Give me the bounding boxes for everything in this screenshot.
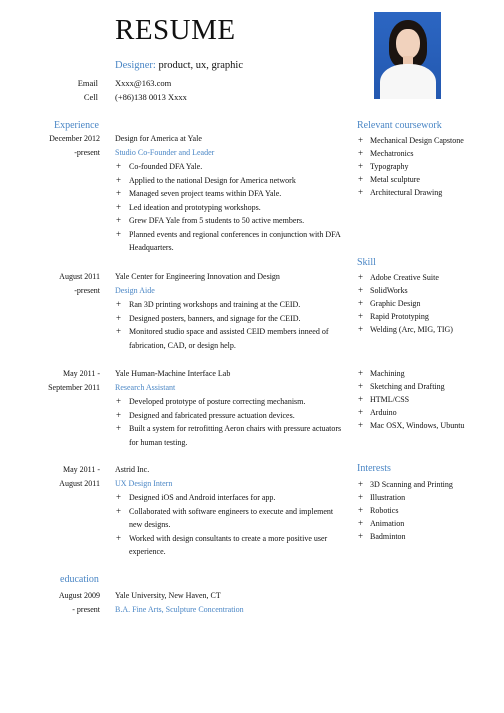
list-item: + Mechatronics	[357, 147, 502, 160]
list-item: + SolidWorks	[357, 284, 502, 297]
exp1-entry	[115, 132, 345, 255]
list-item: + Applied to the national Design for America network	[115, 174, 345, 188]
exp2-org: Yale Center for Engineering Innovation and Design	[115, 272, 280, 281]
education-heading: education	[60, 574, 99, 585]
list-item: + Managed seven project teams within DFA Yale.	[115, 187, 345, 201]
profile-photo	[374, 12, 441, 99]
exp1-date: December 2012 -present	[49, 134, 100, 157]
experience-heading: Experience	[54, 120, 99, 131]
list-item: + Metal sculpture	[357, 173, 502, 186]
list-item: + Robotics	[357, 504, 502, 517]
list-item: + Sketching and Drafting	[357, 380, 502, 393]
list-item: + Developed prototype of posture correcting mechanism.	[115, 395, 345, 409]
list-item: + Animation	[357, 517, 502, 530]
skill-list-2	[357, 367, 502, 432]
exp4-date: May 2011 - August 2011	[59, 465, 100, 488]
cell-value: (+86)138 0013 Xxxx	[115, 92, 187, 102]
email-label: Email	[77, 78, 98, 88]
list-item: + Ran 3D printing workshops and training at the CEID.	[115, 298, 345, 312]
cell-label: Cell	[83, 92, 98, 102]
skill-heading: Skill	[357, 257, 376, 268]
exp2-date: August 2011 -present	[59, 272, 100, 295]
list-item: + Welding (Arc, MIG, TIG)	[357, 323, 502, 336]
designer-value: product, ux, graphic	[158, 60, 244, 71]
list-item: + Mac OSX, Windows, Ubuntu	[357, 419, 502, 432]
exp1-org: Design for America at Yale	[115, 134, 202, 143]
designer-line	[115, 60, 243, 71]
list-item: + Built a system for retrofitting Aeron chairs with pressure actuators for human testing.	[115, 422, 345, 449]
list-item: + Arduino	[357, 406, 502, 419]
education-school: Yale University, New Haven, CT	[115, 591, 221, 600]
exp3-date: May 2011 - September 2011	[48, 369, 100, 392]
exp3-entry	[115, 367, 345, 449]
list-item: + Monitored studio space and assisted CEID members inneed of fabrication, CAD, or design help.	[115, 325, 345, 352]
list-item: + Badminton	[357, 530, 502, 543]
list-item: + Rapid Prototyping	[357, 310, 502, 323]
list-item: + Graphic Design	[357, 297, 502, 310]
interests-list	[357, 478, 502, 543]
exp1-role: Studio Co-Founder and Leader	[115, 148, 215, 157]
list-item: + Designed and fabricated pressure actuation devices.	[115, 409, 345, 423]
list-item: + Architectural Drawing	[357, 186, 502, 199]
coursework-heading: Relevant coursework	[357, 120, 442, 131]
list-item: + Machining	[357, 367, 502, 380]
list-item: + Grew DFA Yale from 5 students to 50 active members.	[115, 214, 345, 228]
exp4-role: UX Design Intern	[115, 479, 173, 488]
exp3-org: Yale Human-Machine Interface Lab	[115, 369, 231, 378]
interests-heading: Interests	[357, 463, 391, 474]
email-value[interactable]: Xxxx@163.com	[115, 78, 172, 88]
exp4-entry	[115, 463, 345, 559]
list-item: + Mechanical Design Capstone	[357, 134, 502, 147]
list-item: + Designed posters, banners, and signage for the CEID.	[115, 312, 345, 326]
list-item: + Typography	[357, 160, 502, 173]
education-entry	[115, 589, 345, 617]
list-item: + 3D Scanning and Printing	[357, 478, 502, 491]
exp3-role: Research Assistant	[115, 383, 176, 392]
list-item: + Adobe Creative Suite	[357, 271, 502, 284]
list-item: + Illustration	[357, 491, 502, 504]
skill-list-1	[357, 271, 502, 336]
education-date: August 2009 - present	[58, 591, 100, 614]
list-item: + Led ideation and prototyping workshops.	[115, 201, 345, 215]
list-item: + Co-founded DFA Yale.	[115, 160, 345, 174]
exp2-entry	[115, 270, 345, 352]
education-degree: B.A. Fine Arts, Sculpture Concentration	[115, 605, 244, 614]
list-item: + Planned events and regional conferences in conjunction with DFA Headquarters.	[115, 228, 345, 255]
resume-title: RESUME	[115, 14, 236, 46]
list-item: + Worked with design consultants to create a more positive user experience.	[115, 532, 345, 559]
list-item: + Collaborated with software engineers to execute and implement new designs.	[115, 505, 345, 532]
designer-label: Designer:	[115, 60, 156, 71]
exp4-org: Astrid Inc.	[115, 465, 150, 474]
list-item: + HTML/CSS	[357, 393, 502, 406]
coursework-list	[357, 134, 502, 199]
exp2-role: Design Aide	[115, 286, 155, 295]
list-item: + Designed iOS and Android interfaces for app.	[115, 491, 345, 505]
